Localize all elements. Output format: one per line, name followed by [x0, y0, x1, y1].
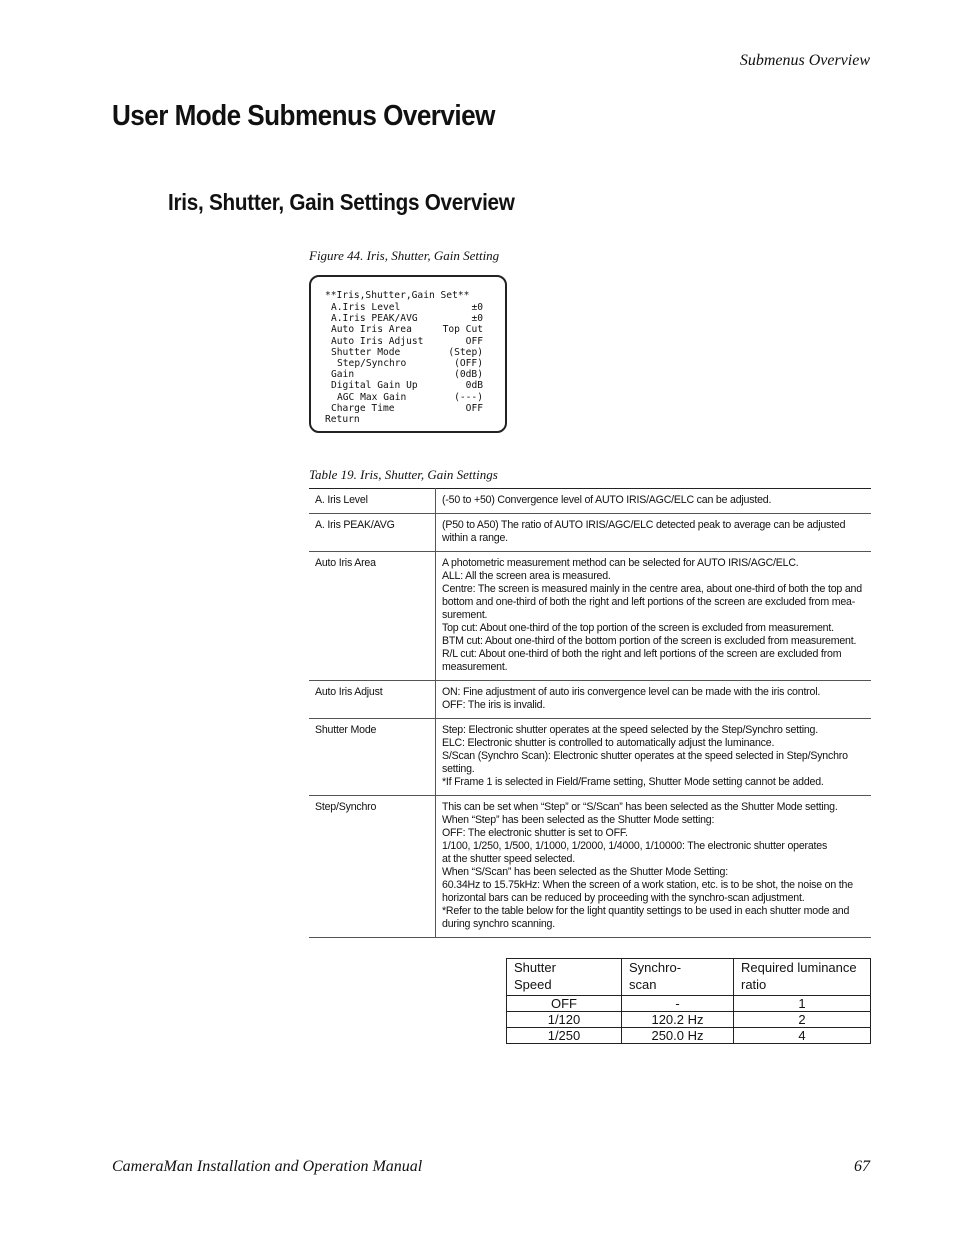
- osd-menu-label: A.Iris Level: [331, 302, 401, 313]
- table-row: [309, 681, 871, 719]
- table-cell: 1/120: [507, 1012, 622, 1028]
- setting-description: (P50 to A50) The ratio of AUTO IRIS/AGC/ELC detected peak to average can be adjusted within a range.: [436, 514, 872, 552]
- table-cell: 4: [734, 1028, 871, 1044]
- setting-description: (-50 to +50) Convergence level of AUTO IRIS/AGC/ELC can be adjusted.: [436, 489, 872, 514]
- column-header: Synchro- scan: [622, 959, 734, 996]
- setting-description: A photometric measurement method can be selected for AUTO IRIS/AGC/ELC. ALL: All the screen area is measured. Centre: The screen is measured mainly in the centre area, about one-third of both the top and bottom and one-third of both the right and left portions of the screen are excluded from mea- surement. Top cut: About one-third of the top portion of the screen is excluded from measurement. BTM cut: About one-third of the bottom portion of the screen is excluded from measurement. R/L cut: About one-third of both the right and left portions of the screen are excluded from measurement.: [436, 552, 872, 681]
- osd-menu-row: [311, 347, 483, 358]
- table-row: [309, 489, 871, 514]
- setting-name: Shutter Mode: [309, 719, 436, 796]
- page-title: User Mode Submenus Overview: [112, 100, 495, 132]
- table-row: [309, 719, 871, 796]
- osd-menu-value: 0dB: [465, 380, 483, 392]
- column-header: Shutter Speed: [507, 959, 622, 996]
- osd-menu-row: [311, 358, 483, 369]
- osd-menu-row: [311, 313, 483, 324]
- figure-caption: Figure 44. Iris, Shutter, Gain Setting: [309, 248, 500, 263]
- table-cell: OFF: [507, 996, 622, 1012]
- osd-menu-label: Digital Gain Up: [331, 380, 418, 392]
- osd-menu-value: (0dB): [454, 369, 483, 381]
- table-cell: 1/250: [507, 1028, 622, 1044]
- osd-menu-label: AGC Max Gain: [337, 391, 407, 403]
- osd-menu-value: ±0: [471, 313, 483, 325]
- setting-name: A. Iris PEAK/AVG: [309, 514, 436, 552]
- table-cell: -: [622, 996, 734, 1012]
- osd-menu-row: [311, 324, 483, 335]
- osd-menu-value: ±0: [471, 302, 483, 313]
- table-row: [309, 552, 871, 681]
- osd-menu-row: [311, 369, 483, 380]
- luminance-table: [506, 958, 871, 1044]
- setting-description: Step: Electronic shutter operates at the speed selected by the Step/Synchro setting. ELC: Electronic shutter is controlled to automatically adjust the luminance. S/Scan (Synchro Scan): Electronic shutter operates at the speed selected in Step/Synchro setting. *If Frame 1 is selected in Field/Frame setting, Shutter Mode setting cannot be added.: [436, 719, 872, 796]
- setting-description: ON: Fine adjustment of auto iris convergence level can be made with the iris control. OFF: The iris is invalid.: [436, 681, 872, 719]
- osd-menu-value: OFF: [465, 402, 483, 414]
- setting-name: Step/Synchro: [309, 796, 436, 938]
- table-cell: 2: [734, 1012, 871, 1028]
- table-row: [507, 996, 871, 1012]
- footer-manual-title: CameraMan Installation and Operation Manual: [112, 1158, 423, 1175]
- osd-menu-label: A.Iris PEAK/AVG: [331, 313, 418, 325]
- settings-table: [309, 488, 871, 938]
- osd-menu-label: Charge Time: [331, 402, 395, 414]
- osd-menu-row: [311, 302, 483, 313]
- table-row: [507, 1012, 871, 1028]
- table-caption: Table 19. Iris, Shutter, Gain Settings: [309, 467, 498, 482]
- osd-menu-row: [311, 403, 483, 414]
- osd-menu-label: Shutter Mode: [331, 346, 401, 358]
- osd-menu-label: Auto Iris Adjust: [331, 335, 424, 347]
- column-header: Required luminance ratio: [734, 959, 871, 996]
- table-row: [309, 796, 871, 938]
- setting-name: Auto Iris Area: [309, 552, 436, 681]
- osd-menu-row: [311, 392, 483, 403]
- table-cell: 120.2 Hz: [622, 1012, 734, 1028]
- table-row: [507, 1028, 871, 1044]
- osd-menu-label: Auto Iris Area: [331, 324, 412, 336]
- osd-menu-box: [309, 275, 507, 433]
- osd-menu-label: Gain: [331, 369, 355, 381]
- running-head: Submenus Overview: [739, 52, 870, 69]
- table-cell: 250.0 Hz: [622, 1028, 734, 1044]
- section-title: Iris, Shutter, Gain Settings Overview: [168, 189, 515, 215]
- osd-menu-row: [311, 380, 483, 391]
- page-number: 67: [854, 1158, 870, 1175]
- osd-menu-label: Step/Synchro: [337, 358, 407, 369]
- setting-description: This can be set when “Step” or “S/Scan” has been selected as the Shutter Mode setting. When “Step” has been selected as the Shutter Mode setting: OFF: The electronic shutter is set to OFF. 1/100, 1/250, 1/500, 1/1000, 1/2000, 1/4000, 1/10000: The electronic shutter operates at the shutter speed selected. When “S/Scan” has been selected as the Shutter Mode Setting: 60.34Hz to 15.75kHz: When the screen of a work station, etc. is to be shot, the noise on the horizontal bars can be reduced by proceeding with the synchro-scan adjustment. *Refer to the table below for the light quantity settings to be used in each shutter mode and during synchro scanning.: [436, 796, 872, 938]
- osd-menu-title: **Iris,Shutter,Gain Set**: [325, 290, 470, 301]
- setting-name: A. Iris Level: [309, 489, 436, 514]
- osd-menu-value: OFF: [465, 335, 483, 347]
- setting-name: Auto Iris Adjust: [309, 681, 436, 719]
- osd-menu-value: (Step): [448, 346, 483, 358]
- osd-menu-value: Top Cut: [442, 324, 483, 336]
- osd-menu-return: Return: [325, 414, 360, 425]
- osd-menu-value: (OFF): [454, 358, 483, 369]
- osd-menu-row: [311, 336, 483, 347]
- osd-menu-value: (---): [454, 391, 483, 403]
- table-cell: 1: [734, 996, 871, 1012]
- table-row: [309, 514, 871, 552]
